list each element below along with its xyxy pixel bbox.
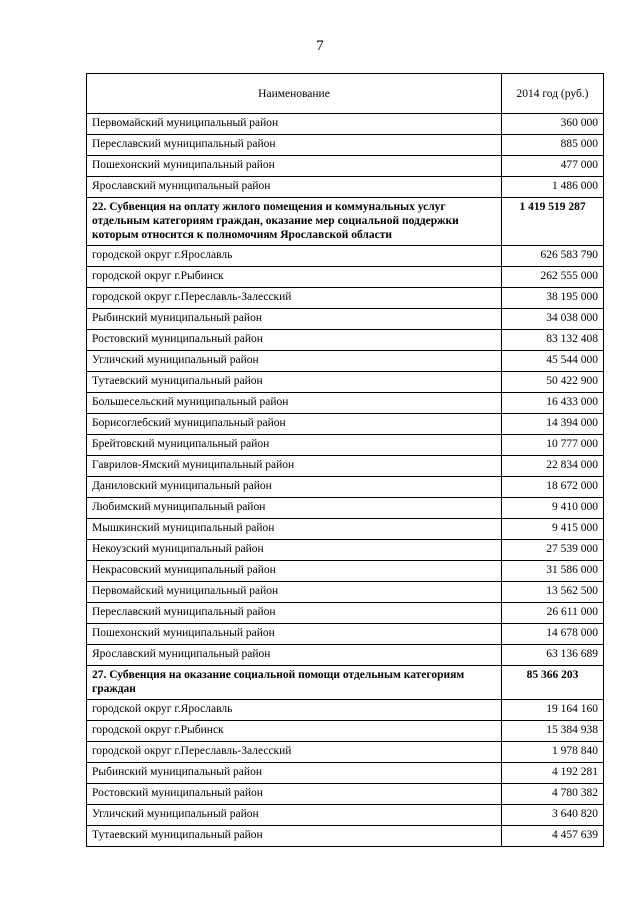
table-row [87, 700, 604, 721]
row-value: 626 583 790 [502, 246, 604, 267]
row-name: Ярославский муниципальный район [87, 177, 502, 198]
row-name: Некоузский муниципальный район [87, 540, 502, 561]
row-value: 15 384 938 [502, 721, 604, 742]
section-title: 27. Субвенция на оказание социальной помощи отдельным категориям граждан [87, 666, 502, 700]
table-header-row [87, 74, 604, 114]
table-row [87, 414, 604, 435]
row-value: 22 834 000 [502, 456, 604, 477]
table-row [87, 288, 604, 309]
table-body [87, 114, 604, 847]
row-value: 4 780 382 [502, 784, 604, 805]
row-name: Даниловский муниципальный район [87, 477, 502, 498]
row-value: 4 457 639 [502, 826, 604, 847]
row-value: 1 486 000 [502, 177, 604, 198]
table-row [87, 805, 604, 826]
row-name: Ростовский муниципальный район [87, 784, 502, 805]
row-value: 1 978 840 [502, 742, 604, 763]
section-row [87, 666, 604, 700]
table-row [87, 477, 604, 498]
section-total: 85 366 203 [502, 666, 604, 700]
row-name: Переславский муниципальный район [87, 603, 502, 624]
table-row [87, 246, 604, 267]
row-name: Некрасовский муниципальный район [87, 561, 502, 582]
table-row [87, 826, 604, 847]
row-value: 9 410 000 [502, 498, 604, 519]
row-value: 38 195 000 [502, 288, 604, 309]
row-value: 14 678 000 [502, 624, 604, 645]
row-name: Тутаевский муниципальный район [87, 372, 502, 393]
table-row [87, 393, 604, 414]
table-row [87, 267, 604, 288]
table-row [87, 309, 604, 330]
column-header-name: Наименование [87, 74, 502, 114]
row-name: Рыбинский муниципальный район [87, 309, 502, 330]
row-value: 262 555 000 [502, 267, 604, 288]
row-value: 3 640 820 [502, 805, 604, 826]
row-name: Угличский муниципальный район [87, 805, 502, 826]
row-name: Первомайский муниципальный район [87, 582, 502, 603]
row-value: 26 611 000 [502, 603, 604, 624]
table-row [87, 498, 604, 519]
column-header-year: 2014 год (руб.) [502, 74, 604, 114]
table-row [87, 742, 604, 763]
table-row [87, 540, 604, 561]
row-value: 27 539 000 [502, 540, 604, 561]
row-name: Тутаевский муниципальный район [87, 826, 502, 847]
section-title: 22. Субвенция на оплату жилого помещения и коммунальных услуг отдельным категориям граждан, оказание мер социальной поддержки которым относится к полномочиям Ярославской области [87, 198, 502, 246]
row-value: 4 192 281 [502, 763, 604, 784]
row-name: Ярославский муниципальный район [87, 645, 502, 666]
table-row [87, 372, 604, 393]
row-name: Пошехонский муниципальный район [87, 156, 502, 177]
table-row [87, 114, 604, 135]
row-name: Ростовский муниципальный район [87, 330, 502, 351]
row-value: 31 586 000 [502, 561, 604, 582]
table-row [87, 156, 604, 177]
row-value: 83 132 408 [502, 330, 604, 351]
row-name: Любимский муниципальный район [87, 498, 502, 519]
row-name: городской округ г.Переславль-Залесский [87, 288, 502, 309]
row-name: Переславский муниципальный район [87, 135, 502, 156]
table-row [87, 763, 604, 784]
row-value: 10 777 000 [502, 435, 604, 456]
table-row [87, 582, 604, 603]
row-value: 50 422 900 [502, 372, 604, 393]
table-row [87, 645, 604, 666]
table-row [87, 435, 604, 456]
row-value: 63 136 689 [502, 645, 604, 666]
table-row [87, 784, 604, 805]
row-name: городской округ г.Рыбинск [87, 267, 502, 288]
table-row [87, 330, 604, 351]
section-total: 1 419 519 287 [502, 198, 604, 246]
row-value: 477 000 [502, 156, 604, 177]
row-value: 16 433 000 [502, 393, 604, 414]
table-row [87, 721, 604, 742]
row-name: Брейтовский муниципальный район [87, 435, 502, 456]
section-row [87, 198, 604, 246]
row-value: 360 000 [502, 114, 604, 135]
table-row [87, 177, 604, 198]
row-value: 9 415 000 [502, 519, 604, 540]
row-name: Первомайский муниципальный район [87, 114, 502, 135]
row-name: Гаврилов-Ямский муниципальный район [87, 456, 502, 477]
row-name: городской округ г.Рыбинск [87, 721, 502, 742]
row-value: 885 000 [502, 135, 604, 156]
row-name: городской округ г.Ярославль [87, 246, 502, 267]
row-name: Большесельский муниципальный район [87, 393, 502, 414]
row-value: 19 164 160 [502, 700, 604, 721]
row-name: Борисоглебский муниципальный район [87, 414, 502, 435]
page-number: 7 [316, 38, 324, 54]
row-name: городской округ г.Переславль-Залесский [87, 742, 502, 763]
row-value: 18 672 000 [502, 477, 604, 498]
row-name: Угличский муниципальный район [87, 351, 502, 372]
table-row [87, 135, 604, 156]
row-name: городской округ г.Ярославль [87, 700, 502, 721]
table-row [87, 603, 604, 624]
table-row [87, 624, 604, 645]
row-value: 34 038 000 [502, 309, 604, 330]
table-row [87, 456, 604, 477]
row-name: Рыбинский муниципальный район [87, 763, 502, 784]
table-row [87, 519, 604, 540]
table-row [87, 561, 604, 582]
row-name: Пошехонский муниципальный район [87, 624, 502, 645]
row-name: Мышкинский муниципальный район [87, 519, 502, 540]
table-row [87, 351, 604, 372]
row-value: 13 562 500 [502, 582, 604, 603]
row-value: 14 394 000 [502, 414, 604, 435]
row-value: 45 544 000 [502, 351, 604, 372]
subvention-table [86, 73, 604, 847]
